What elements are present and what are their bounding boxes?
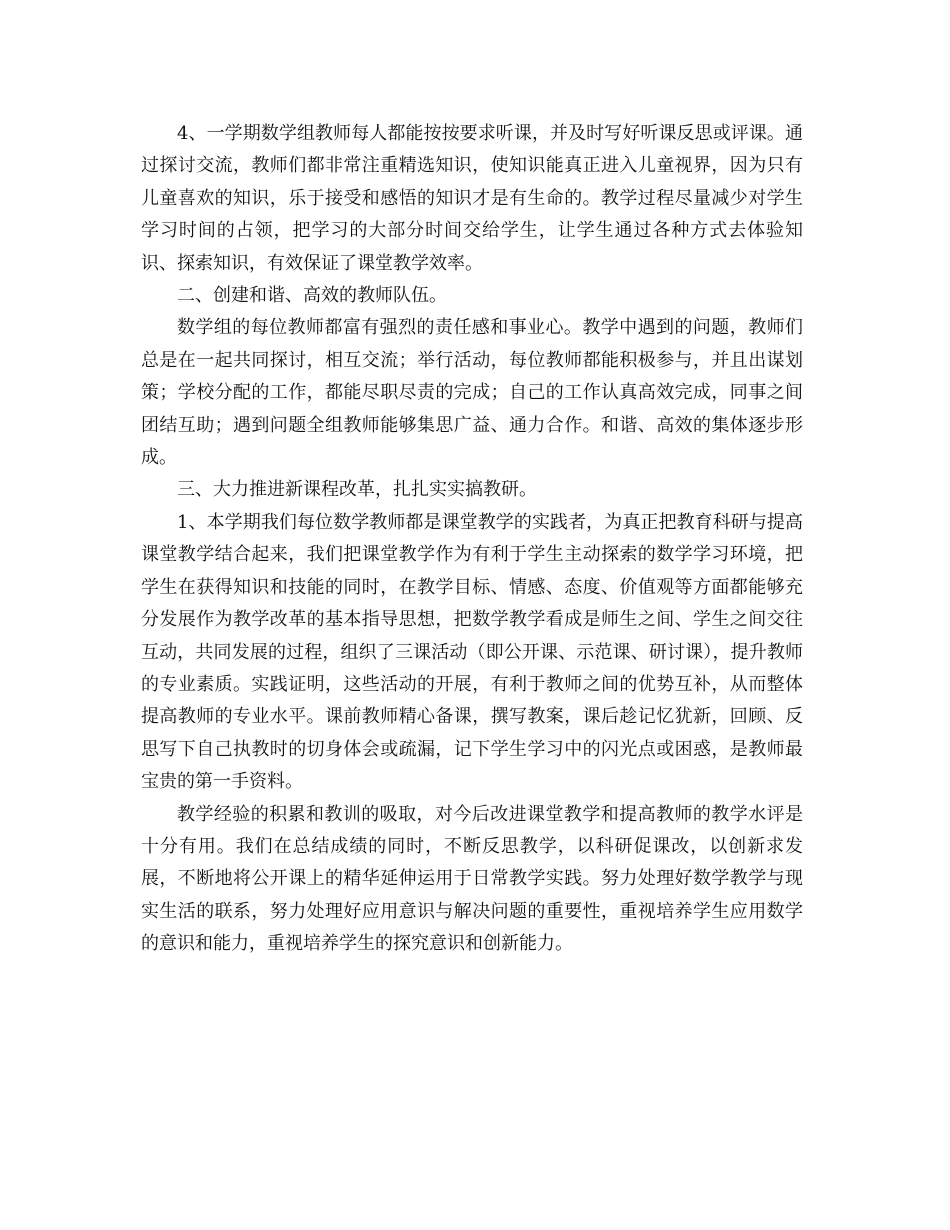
paragraph-teaching-experience: 教学经验的积累和教训的吸取，对今后改进课堂教学和提高教师的教学水评是十分有用。我们在总结成绩的同时，不断反思教学，以科研促课改，以创新求发展，不断地将公开课上的精华延伸运用于日常教学实践。努力处理好数学教学与现实生活的联系，努力处理好应用意识与解决问题的重要性，重视培养学生应用数学的意识和能力，重视培养学生的探究意识和创新能力。	[141, 803, 803, 955]
heading-curriculum-reform: 三、大力推进新课程改革，扎扎实实搞教研。	[177, 479, 537, 501]
paragraph-listening-classes: 4、一学期数学组教师每人都能按按要求听课，并及时写好听课反思或评课。通过探讨交流，教师们都非常注重精选知识，使知识能真正进入儿童视界，因为只有儿童喜欢的知识，乐于接受和感悟的知识才是有生命的。教学过程尽量减少对学生学习时间的占领，把学习的大部分时间交给学生，让学生通过各种方式去体验知识、探索知识，有效保证了课堂教学效率。	[141, 123, 803, 274]
paragraph-teacher-team: 数学组的每位教师都富有强烈的责任感和事业心。教学中遇到的问题，教师们总是在一起共同探讨，相互交流；举行活动，每位教师都能积极参与，并且出谋划策；学校分配的工作，都能尽职尽责的完成；自己的工作认真高效完成，同事之间团结互助；遇到问题全组教师能够集思广益、通力合作。和谐、高效的集体逐步形成。	[141, 317, 803, 469]
paragraph-classroom-practice: 1、本学期我们每位数学教师都是课堂教学的实践者，为真正把教育科研与提高课堂教学结合起来，我们把课堂教学作为有利于学生主动探索的数学学习环境，把学生在获得知识和技能的同时，在教学目标、情感、态度、价值观等方面都能够充分发展作为教学改革的基本指导思想，把数学教学看成是师生之间、学生之间交往互动，共同发展的过程，组织了三课活动（即公开课、示范课、研讨课），提升教师的专业素质。实践证明，这些活动的开展，有利于教师之间的优势互补，从而整体提高教师的专业水平。课前教师精心备课，撰写教案，课后趁记忆犹新，回顾、反思写下自己执教时的切身体会或疏漏，记下学生学习中的闪光点或困惑，是教师最宝贵的第一手资料。	[141, 511, 803, 793]
document-body	[141, 118, 803, 961]
heading-teacher-team: 二、创建和谐、高效的教师队伍。	[177, 285, 447, 307]
